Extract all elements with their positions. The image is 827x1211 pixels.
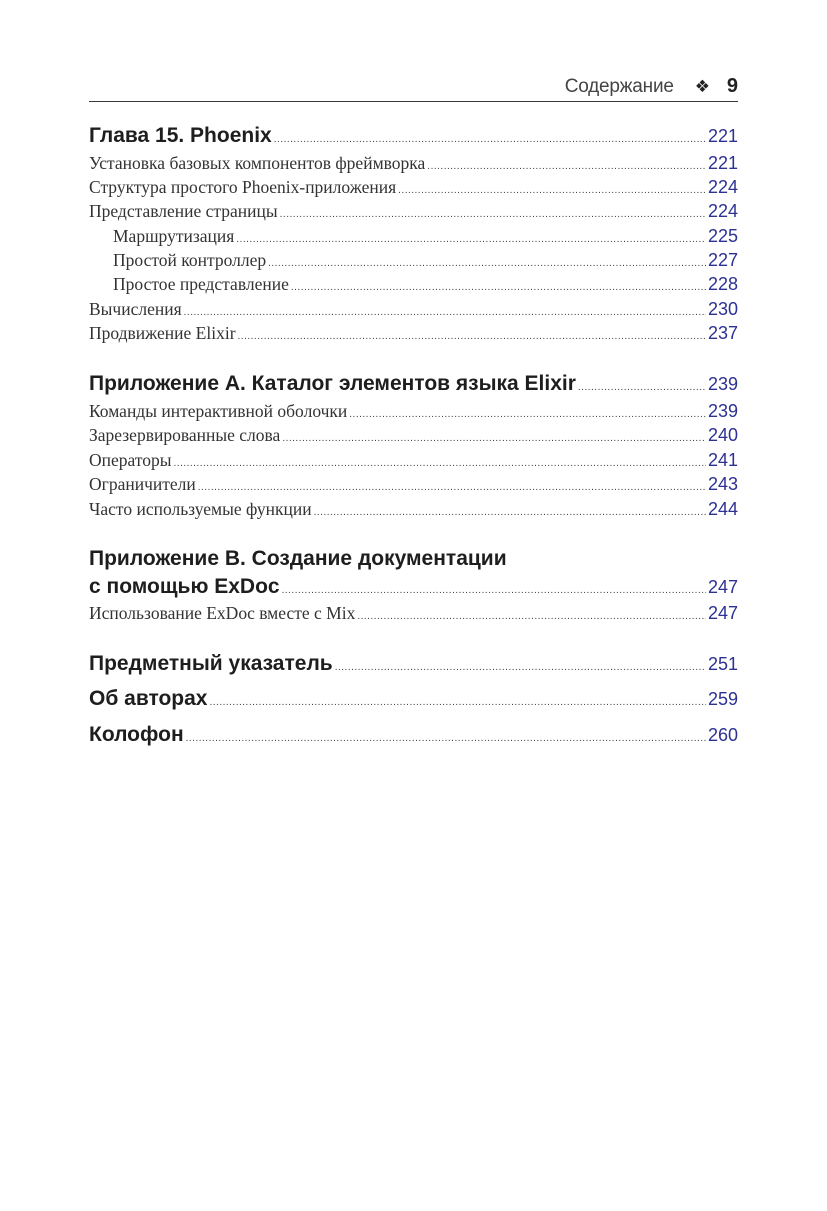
toc-entry[interactable] xyxy=(89,323,738,344)
dot-leader xyxy=(186,734,706,744)
toc-entry-page: 260 xyxy=(707,725,738,745)
toc-entry[interactable] xyxy=(89,474,738,495)
dot-leader xyxy=(282,434,706,444)
running-header xyxy=(89,72,738,102)
dot-leader xyxy=(280,210,706,220)
toc-appendix-a[interactable] xyxy=(89,372,738,396)
toc-entry-page: 224 xyxy=(707,177,738,197)
running-header-title: Содержание xyxy=(564,75,674,97)
toc-entry-title: Команды интерактивной оболочки xyxy=(89,401,348,421)
dot-leader xyxy=(236,235,706,245)
toc-entry-page: 227 xyxy=(707,250,738,270)
toc-colophon[interactable] xyxy=(89,723,738,747)
dot-leader xyxy=(314,508,706,518)
ornament-icon: ❖ xyxy=(694,76,710,96)
toc-entry-title: Использование ExDoc вместе с Mix xyxy=(89,603,356,623)
toc-entry-title: Колофон xyxy=(89,723,184,746)
dot-leader xyxy=(238,332,706,342)
toc-entry-page: 244 xyxy=(707,499,738,519)
dot-leader xyxy=(578,383,706,393)
dot-leader xyxy=(198,483,706,493)
dot-leader xyxy=(349,410,706,420)
toc-appendix-b-title-line1[interactable]: Приложение В. Создание документации xyxy=(89,547,507,570)
toc-entry[interactable] xyxy=(89,401,738,422)
toc-entry-title: Структура простого Phoenix-приложения xyxy=(89,177,397,197)
toc-entry-page: 259 xyxy=(707,689,738,709)
dot-leader xyxy=(174,459,706,469)
toc-entry-page: 230 xyxy=(707,299,738,319)
toc-entry-title: Простое представление xyxy=(113,274,289,294)
toc-entry-title: Вычисления xyxy=(89,299,182,319)
toc-entry[interactable] xyxy=(89,153,738,174)
toc-entry[interactable] xyxy=(89,177,738,198)
toc-entry[interactable] xyxy=(89,299,738,320)
toc-entry-title: Операторы xyxy=(89,450,172,470)
toc-subentry[interactable] xyxy=(113,274,738,295)
toc-entry-page: 247 xyxy=(707,577,738,597)
dot-leader xyxy=(357,612,706,622)
toc-entry[interactable] xyxy=(89,425,738,446)
toc-entry-page: 221 xyxy=(707,126,738,146)
page-number: 9 xyxy=(726,75,738,97)
toc-entry[interactable] xyxy=(89,450,738,471)
toc-entry-page: 243 xyxy=(707,474,738,494)
toc-entry-title: Продвижение Elixir xyxy=(89,323,236,343)
toc-entry-page: 247 xyxy=(707,603,738,623)
toc-chapter-15[interactable] xyxy=(89,124,738,148)
toc-entry-title: Простой контроллер xyxy=(113,250,267,270)
toc-subentry[interactable] xyxy=(113,250,738,271)
toc-entry-page: 251 xyxy=(707,654,738,674)
toc-entry-page: 240 xyxy=(707,425,738,445)
dot-leader xyxy=(398,186,706,196)
toc-entry-title: Часто используемые функции xyxy=(89,499,312,519)
dot-leader xyxy=(184,308,706,318)
toc-index[interactable] xyxy=(89,652,738,676)
dot-leader xyxy=(282,586,706,596)
toc-entry-page: 237 xyxy=(707,323,738,343)
toc-entry-title: Об авторах xyxy=(89,687,208,710)
toc-entry-title: Приложение А. Каталог элементов языка Elixir xyxy=(89,372,576,395)
toc-entry-title: Ограничители xyxy=(89,474,196,494)
toc-appendix-b[interactable] xyxy=(89,575,738,599)
toc-entry-page: 228 xyxy=(707,274,738,294)
toc-entry-title: Представление страницы xyxy=(89,201,278,221)
toc-authors[interactable] xyxy=(89,687,738,711)
toc-entry-title: Установка базовых компонентов фреймворка xyxy=(89,153,426,173)
toc-entry-title: Предметный указатель xyxy=(89,652,333,675)
toc-entry-title: Зарезервированные слова xyxy=(89,425,281,445)
toc-entry[interactable] xyxy=(89,603,738,624)
toc-entry-page: 221 xyxy=(707,153,738,173)
toc-entry-title: Маршрутизация xyxy=(113,226,235,246)
dot-leader xyxy=(268,259,706,269)
toc-entry-page: 239 xyxy=(707,401,738,421)
toc-entry-page: 225 xyxy=(707,226,738,246)
dot-leader xyxy=(209,698,705,708)
dot-leader xyxy=(291,283,706,293)
dot-leader xyxy=(335,663,706,673)
dot-leader xyxy=(427,162,706,172)
toc-entry-page: 239 xyxy=(707,374,738,394)
toc-entry[interactable] xyxy=(89,499,738,520)
toc-entry[interactable] xyxy=(89,201,738,222)
toc-subentry[interactable] xyxy=(113,226,738,247)
toc-entry-title: Глава 15. Phoenix xyxy=(89,124,272,147)
toc-entry-title: с помощью ExDoc xyxy=(89,575,280,598)
toc-entry-page: 241 xyxy=(707,450,738,470)
dot-leader xyxy=(274,135,706,145)
toc-entry-page: 224 xyxy=(707,201,738,221)
